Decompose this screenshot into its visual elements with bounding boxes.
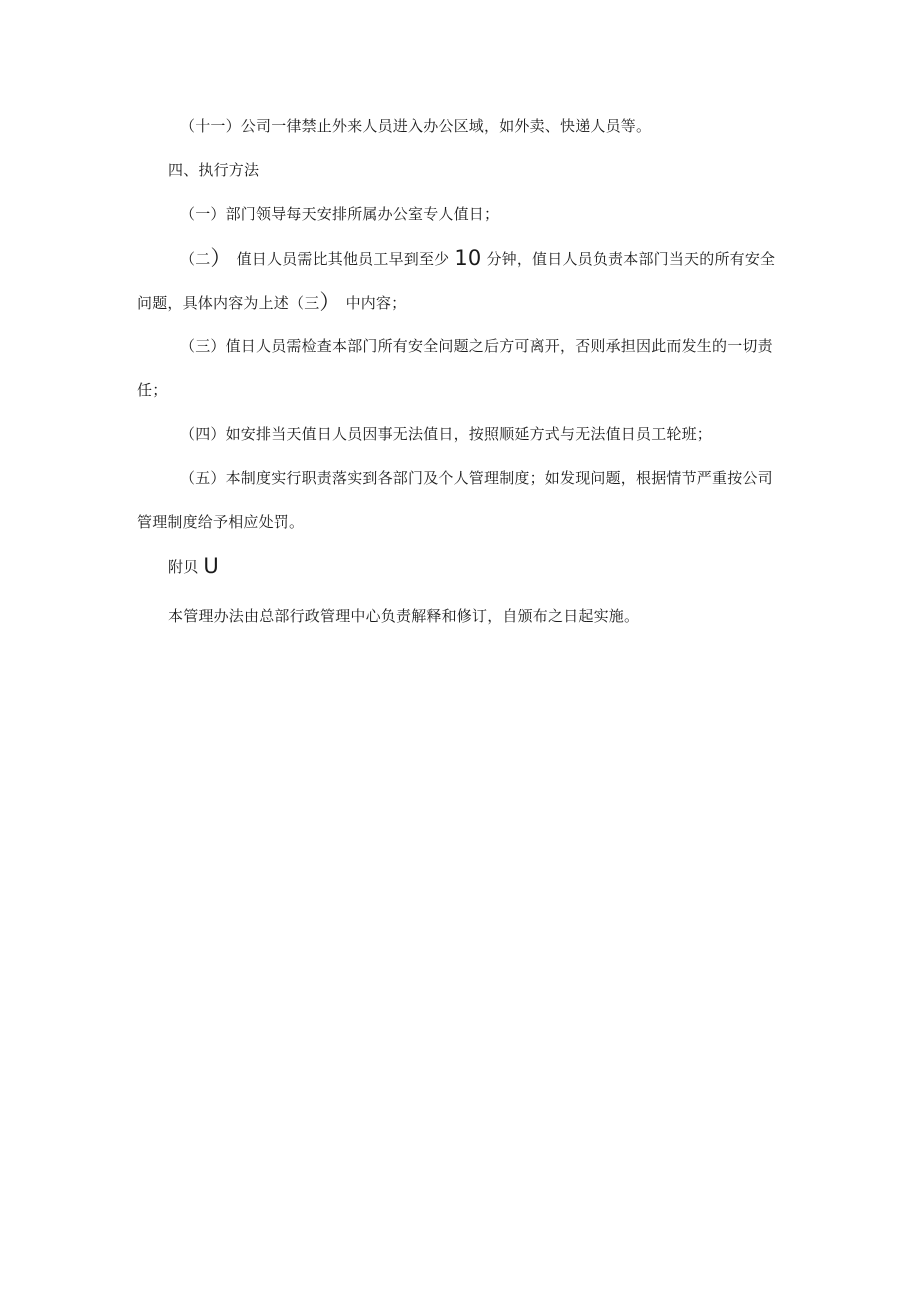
appendix-heading	[168, 556, 219, 577]
rule-item-2-line-1	[180, 248, 775, 269]
rule-item-5-line-2: 管理制度给予相应处罚。	[137, 513, 305, 531]
rule-item-2-rest: 分钟，值日人员负责本部门当天的所有安全	[486, 250, 776, 268]
rule-item-2-paren: ）	[210, 246, 232, 270]
rule-item-2-cont-b: 中内容；	[345, 294, 407, 312]
section-heading-execution-method: 四、执行方法	[168, 161, 260, 179]
rule-item-2-mid: 值日人员需比其他员工早到至少	[236, 250, 450, 268]
rule-item-2-number: 10	[454, 246, 482, 270]
rule-item-2-prefix: （二	[180, 250, 211, 268]
appendix-label: 附贝	[168, 558, 199, 576]
rule-item-4: （四）如安排当天值日人员因事无法值日，按照顺延方式与无法值日员工轮班；	[180, 425, 713, 443]
rule-item-3-line-2: 任；	[137, 381, 168, 399]
rule-item-2-cont-paren: ）	[319, 290, 341, 314]
appendix-mark: U	[203, 554, 219, 578]
rule-item-2-line-2	[137, 292, 406, 313]
rule-item-3-line-1: （三）值日人员需检查本部门所有安全问题之后方可离开，否则承担因此而发生的一切责	[180, 337, 773, 355]
rule-item-11: （十一）公司一律禁止外来人员进入办公区域，如外卖、快递人员等。	[180, 117, 652, 135]
closing-statement: 本管理办法由总部行政管理中心负责解释和修订，自颁布之日起实施。	[168, 607, 640, 625]
rule-item-1: （一）部门领导每天安排所属办公室专人值日；	[180, 205, 500, 223]
rule-item-2-cont-a: 问题，具体内容为上述（三	[137, 294, 320, 312]
rule-item-5-line-1: （五）本制度实行职责落实到各部门及个人管理制度；如发现问题，根据情节严重按公司	[180, 469, 773, 487]
